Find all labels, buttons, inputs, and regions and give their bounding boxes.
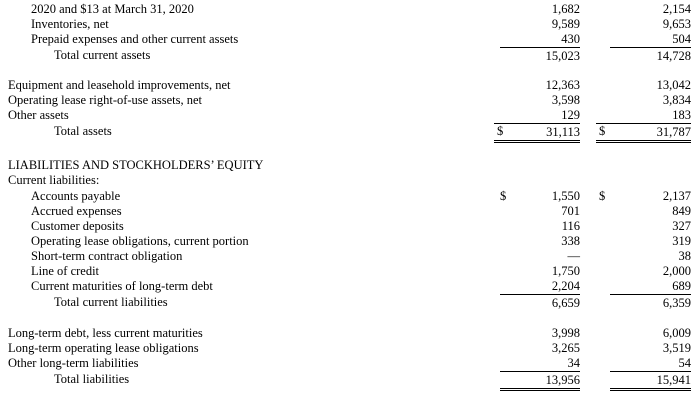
row-label: Total liabilities [54,372,130,386]
table-row [0,355,700,371]
value-2020: 319 [672,234,691,248]
row-label: Equipment and leasehold improvements, net [8,78,231,92]
value-2021: 129 [561,108,580,122]
row-label: Operating lease right-of-use assets, net [8,93,203,107]
row-label: Total current assets [54,48,151,62]
row-label: Accrued expenses [31,204,122,218]
value-2021: 34 [567,356,580,370]
value-2021: 1,550 [551,189,580,203]
value-2020: 31,787 [596,123,691,143]
value-2020: 2,137 [662,189,691,203]
value-2021: 3,998 [551,326,580,340]
total-row [0,371,700,387]
table-row [0,92,700,108]
table-row [0,340,700,356]
row-label: Other assets [8,108,69,122]
value-2021: 13,956 [500,371,580,391]
value-2020: 3,519 [662,341,691,355]
table-row [0,31,700,47]
value-2020: 54 [678,356,691,370]
row-label: Prepaid expenses and other current assets [31,32,239,46]
subheading-row [0,172,700,188]
table-row [0,325,700,341]
row-label: Operating lease obligations, current portion [31,234,249,248]
row-label: Total assets [54,124,112,138]
value-2020: 14,728 [610,47,691,64]
row-label: Customer deposits [31,219,124,233]
subtotal-row [0,47,700,63]
value-2020: 689 [672,279,691,293]
currency-symbol: $ [599,124,606,138]
row-label: Accounts payable [31,189,121,203]
table-row [0,248,700,264]
table-row [0,278,700,294]
value-2020: 504 [672,32,691,46]
section-heading: LIABILITIES AND STOCKHOLDERS’ EQUITY [8,158,264,172]
value-2020: 2,000 [662,264,691,278]
table-row [0,203,700,219]
value-2021: 2,204 [551,279,580,293]
value-2020: 38 [678,249,691,263]
value-2021: 430 [561,32,580,46]
row-label: Short-term contract obligation [31,249,183,263]
value-2020: 6,359 [610,294,691,311]
value-2020: 13,042 [656,78,691,92]
subtotal-row [0,294,700,310]
table-row [0,188,700,204]
value-2020: 327 [672,219,691,233]
table-row [0,263,700,279]
value-2021: 3,265 [551,341,580,355]
value-2021: 1,682 [551,2,580,16]
table-row [0,107,700,123]
value-2021: 31,113 [494,123,580,143]
table-row [0,218,700,234]
row-label: 2020 and $13 at March 31, 2020 [31,2,194,16]
table-row [0,77,700,93]
value-2021: 15,023 [500,47,580,64]
value-2021: 1,750 [551,264,580,278]
value-2021: 116 [561,219,580,233]
currency-symbol: $ [599,189,606,203]
row-label: Inventories, net [31,17,109,31]
row-label: Line of credit [31,264,100,278]
value-2021: 6,659 [500,294,580,311]
value-2021: 338 [561,234,580,248]
section-heading-row [0,157,700,173]
value-2020: 3,834 [662,93,691,107]
value-2020: 9,653 [662,17,691,31]
row-label: Total current liabilities [54,295,168,309]
row-label: Long-term debt, less current maturities [8,326,203,340]
value-2021: 12,363 [545,78,580,92]
currency-symbol: $ [500,189,507,203]
value-2021: 701 [561,204,580,218]
row-label: Long-term operating lease obligations [8,341,199,355]
value-2020: 183 [672,108,691,122]
value-2021: — [567,249,580,263]
total-row [0,123,700,139]
value-2020: 6,009 [662,326,691,340]
table-row [0,1,700,17]
value-2021: 3,598 [551,93,580,107]
section-subheading: Current liabilities: [8,173,100,187]
value-2020: 849 [672,204,691,218]
row-label: Other long-term liabilities [8,356,139,370]
row-label: Current maturities of long-term debt [31,279,213,293]
table-row [0,16,700,32]
currency-symbol: $ [497,124,504,138]
value-2020: 2,154 [662,2,691,16]
value-2020: 15,941 [610,371,691,391]
value-2021: 9,589 [551,17,580,31]
table-row [0,233,700,249]
